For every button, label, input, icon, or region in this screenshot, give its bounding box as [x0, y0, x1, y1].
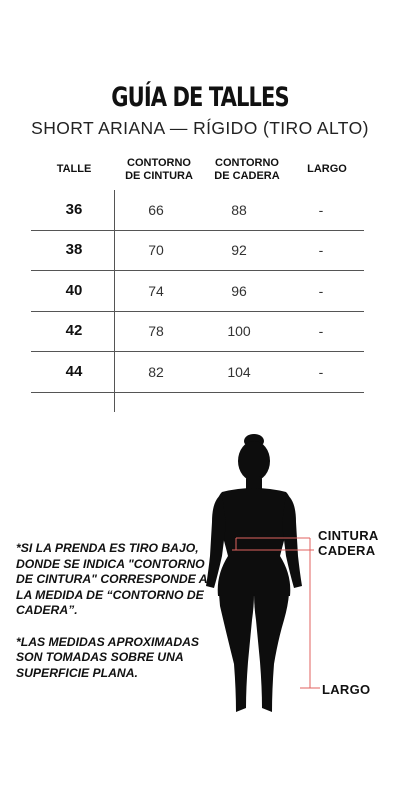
- size-cell: 40: [65, 282, 83, 299]
- note-tiro-bajo: *SI LA PRENDA ES TIRO BAJO, DONDE SE INDICA "CONTORNO DE CINTURA" CORRESPONDE A LA MEDIDA DE “CONTORNO DE CADERA”.: [16, 541, 208, 617]
- header-contorno-cintura: CONTORNO DE CINTURA: [125, 157, 193, 182]
- cadera-cell: 92: [231, 242, 247, 258]
- largo-cell: -: [318, 283, 324, 299]
- cintura-cell: 74: [148, 283, 164, 299]
- cadera-cell: 88: [231, 202, 247, 218]
- product-subtitle: SHORT ARIANA — RÍGIDO (TIRO ALTO): [31, 118, 369, 138]
- cintura-label: CINTURA: [318, 528, 379, 543]
- cintura-cell: 70: [148, 242, 164, 258]
- cintura-cell: 78: [148, 323, 164, 339]
- largo-cell: -: [318, 242, 324, 258]
- size-cell: 38: [65, 241, 83, 258]
- body-silhouette: [206, 434, 302, 712]
- cintura-cell: 82: [148, 364, 164, 380]
- largo-cell: -: [318, 323, 324, 339]
- cadera-cell: 100: [227, 323, 251, 339]
- header-talle: TALLE: [56, 163, 92, 175]
- page-title: GUÍA DE TALLES: [111, 82, 289, 113]
- header-contorno-cadera: CONTORNO DE CADERA: [214, 157, 280, 182]
- cintura-cell: 66: [148, 202, 164, 218]
- cadera-label: CADERA: [318, 543, 376, 558]
- size-cell: 36: [65, 201, 83, 218]
- size-notes: [16, 541, 212, 697]
- size-cell: 42: [65, 322, 83, 339]
- note-medidas: *LAS MEDIDAS APROXIMADAS SON TOMADAS SOBRE UNA SUPERFICIE PLANA.: [16, 634, 200, 680]
- size-cell: 44: [65, 363, 83, 380]
- cadera-cell: 96: [231, 283, 247, 299]
- largo-cell: -: [318, 364, 324, 380]
- largo-cell: -: [318, 202, 324, 218]
- largo-label: LARGO: [322, 682, 371, 697]
- header-largo: LARGO: [307, 163, 347, 175]
- cadera-cell: 104: [227, 364, 251, 380]
